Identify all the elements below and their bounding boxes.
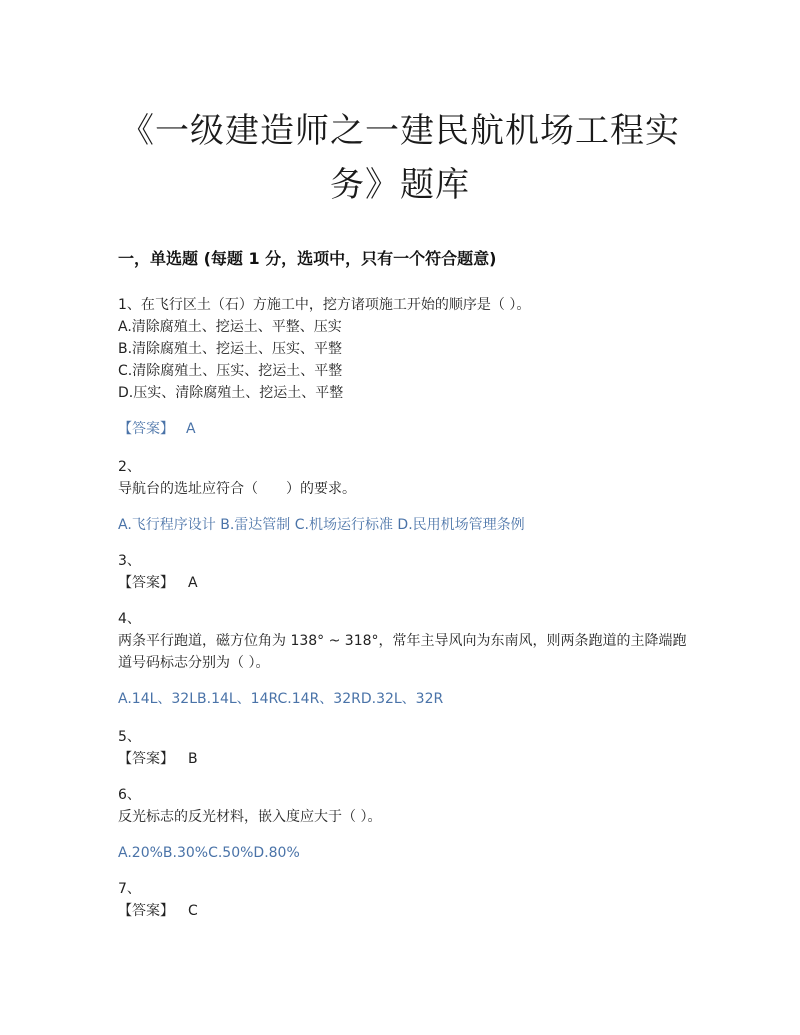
answer-value: B [188,751,198,767]
question-number: 7、 [118,881,141,897]
question-number: 6、 [118,787,141,803]
question-stem: 导航台的选址应符合（ ）的要求。 [118,481,356,497]
answer-value: A [186,421,196,437]
answer-row [118,900,698,922]
page-title [110,104,690,212]
answer-label: 【答案】 [118,903,174,919]
options-line: A.20%B.30%C.50%D.80% [118,845,300,861]
question-5 [118,726,698,770]
question-stem-line-1: 两条平行跑道，磁方位角为 138° ~ 318°，常年主导风向为东南风，则两条跑道的主降端跑 [118,633,687,649]
answer-label: 【答案】 [118,421,174,437]
option-d: D.压实、清除腐殖土、挖运土、平整 [118,385,344,401]
question-number: 3、 [118,553,141,569]
question-stem: 反光标志的反光材料，嵌入度应大于（ ）。 [118,809,382,825]
question-stem: 1、在飞行区土（石）方施工中，挖方诸项施工开始的顺序是（ ）。 [118,297,531,313]
question-number: 2、 [118,459,141,475]
question-2 [118,456,698,536]
option-c: C.清除腐殖土、压实、挖运土、平整 [118,363,343,379]
question-1 [118,294,698,440]
question-4 [118,608,698,710]
question-stem-line-2: 道号码标志分别为（ ）。 [118,655,270,671]
question-3 [118,550,698,594]
title-line-1: 《一级建造师之一建民航机场工程实 [120,111,680,151]
answer-value: A [188,575,198,591]
options-line: A.14L、32LB.14L、14RC.14R、32RD.32L、32R [118,691,444,707]
option-a: A.清除腐殖土、挖运土、平整、压实 [118,319,342,335]
options-line: A.飞行程序设计 B.雷达管制 C.机场运行标准 D.民用机场管理条例 [118,517,525,533]
answer-value: C [188,903,198,919]
answer-row [118,748,698,770]
question-6 [118,784,698,864]
answer-row [118,418,698,440]
title-line-2: 务》题库 [330,165,470,205]
section-heading: 一，单选题 (每题 1 分，选项中，只有一个符合题意) [118,249,497,268]
question-number: 5、 [118,729,141,745]
question-7 [118,878,698,922]
answer-row [118,572,698,594]
option-b: B.清除腐殖土、挖运土、压实、平整 [118,341,343,357]
answer-label: 【答案】 [118,751,174,767]
question-number: 4、 [118,611,141,627]
answer-label: 【答案】 [118,575,174,591]
